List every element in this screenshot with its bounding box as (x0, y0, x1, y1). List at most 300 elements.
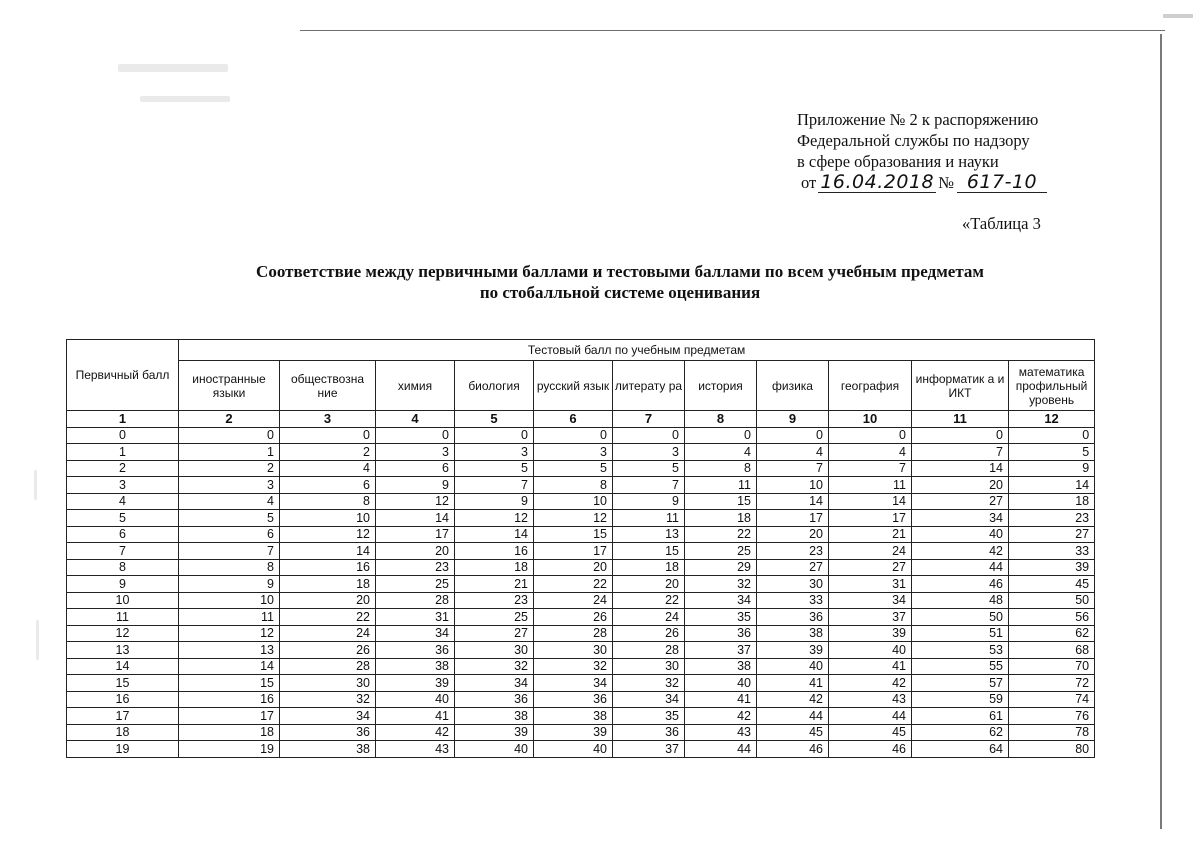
test-score-cell: 3 (613, 444, 685, 461)
test-score-cell: 22 (685, 526, 757, 543)
test-score-cell: 38 (376, 658, 455, 675)
test-score-cell: 3 (179, 477, 280, 494)
test-score-cell: 6 (179, 526, 280, 543)
test-score-cell: 23 (757, 543, 829, 560)
test-score-cell: 40 (534, 741, 613, 758)
test-score-cell: 0 (757, 427, 829, 444)
test-score-cell: 30 (280, 675, 376, 692)
appendix-line-1 (797, 109, 1087, 130)
test-score-cell: 40 (685, 675, 757, 692)
primary-score-cell: 17 (67, 708, 179, 725)
table-row (67, 708, 1095, 725)
test-score-cell: 11 (685, 477, 757, 494)
test-score-cell: 29 (685, 559, 757, 576)
test-score-cell: 42 (376, 724, 455, 741)
column-number: 5 (455, 411, 534, 428)
test-score-cell: 9 (376, 477, 455, 494)
test-score-cell: 37 (613, 741, 685, 758)
test-score-cell: 64 (912, 741, 1009, 758)
test-score-cell: 57 (912, 675, 1009, 692)
subject-header: информатик а и ИКТ (912, 361, 1009, 411)
test-score-cell: 36 (685, 625, 757, 642)
test-score-cell: 39 (534, 724, 613, 741)
test-score-cell: 5 (613, 460, 685, 477)
score-conversion-table (66, 339, 1095, 758)
scan-edge-right (1160, 34, 1162, 829)
test-score-cell: 3 (376, 444, 455, 461)
primary-score-header: Первичный балл (67, 340, 179, 411)
test-score-cell: 3 (455, 444, 534, 461)
test-score-cell: 40 (376, 691, 455, 708)
test-score-cell: 74 (1009, 691, 1095, 708)
table-row (67, 543, 1095, 560)
primary-score-cell: 1 (67, 444, 179, 461)
test-score-cell: 34 (829, 592, 912, 609)
test-score-cell: 11 (829, 477, 912, 494)
test-score-cell: 0 (179, 427, 280, 444)
test-score-cell: 10 (757, 477, 829, 494)
test-score-cell: 28 (376, 592, 455, 609)
test-score-cell: 17 (376, 526, 455, 543)
test-score-cell: 1 (179, 444, 280, 461)
column-number: 7 (613, 411, 685, 428)
subject-header: иностранные языки (179, 361, 280, 411)
test-score-cell: 62 (1009, 625, 1095, 642)
primary-score-cell: 13 (67, 642, 179, 659)
test-score-cell: 14 (376, 510, 455, 527)
test-score-cell: 38 (280, 741, 376, 758)
test-score-cell: 39 (1009, 559, 1095, 576)
table-row (67, 444, 1095, 461)
test-score-cell: 6 (376, 460, 455, 477)
scan-smudge (118, 64, 228, 72)
test-score-cell: 30 (534, 642, 613, 659)
appendix-line-3 (797, 151, 1087, 172)
test-score-cell: 14 (829, 493, 912, 510)
test-score-cell: 40 (757, 658, 829, 675)
subject-header: биология (455, 361, 534, 411)
test-score-cell: 7 (179, 543, 280, 560)
appendix-line-3-text: в сфере образования и науки (797, 152, 999, 171)
appendix-line-1-text: Приложение № 2 к распоряжению (797, 110, 1039, 129)
primary-score-cell: 18 (67, 724, 179, 741)
test-score-cell: 68 (1009, 642, 1095, 659)
test-score-cell: 46 (912, 576, 1009, 593)
table-label: «Таблица 3 (962, 214, 1041, 233)
test-score-cell: 24 (534, 592, 613, 609)
test-score-cell: 53 (912, 642, 1009, 659)
test-score-cell: 18 (179, 724, 280, 741)
test-score-cell: 32 (534, 658, 613, 675)
test-score-cell: 42 (829, 675, 912, 692)
column-number: 9 (757, 411, 829, 428)
test-score-cell: 55 (912, 658, 1009, 675)
test-score-cell: 19 (179, 741, 280, 758)
subject-header: обществозна ние (280, 361, 376, 411)
test-score-cell: 34 (376, 625, 455, 642)
column-number: 8 (685, 411, 757, 428)
test-score-cell: 27 (1009, 526, 1095, 543)
test-score-cell: 16 (455, 543, 534, 560)
test-score-cell: 30 (613, 658, 685, 675)
test-score-cell: 31 (376, 609, 455, 626)
test-score-cell: 36 (613, 724, 685, 741)
test-score-cell: 17 (534, 543, 613, 560)
test-score-cell: 4 (179, 493, 280, 510)
test-score-cell: 51 (912, 625, 1009, 642)
test-score-cell: 15 (685, 493, 757, 510)
test-score-cell: 32 (455, 658, 534, 675)
test-score-cell: 14 (757, 493, 829, 510)
test-score-cell: 27 (757, 559, 829, 576)
column-number: 1 (67, 411, 179, 428)
test-score-cell: 0 (912, 427, 1009, 444)
test-score-cell: 18 (455, 559, 534, 576)
test-score-cell: 20 (376, 543, 455, 560)
primary-score-cell: 14 (67, 658, 179, 675)
test-score-cell: 26 (613, 625, 685, 642)
test-score-cell: 0 (455, 427, 534, 444)
table-row (67, 609, 1095, 626)
test-score-cell: 12 (179, 625, 280, 642)
test-score-cell: 12 (376, 493, 455, 510)
test-score-cell: 25 (376, 576, 455, 593)
test-score-cell: 20 (534, 559, 613, 576)
test-score-cell: 34 (280, 708, 376, 725)
test-score-cell: 36 (280, 724, 376, 741)
test-score-cell: 21 (455, 576, 534, 593)
test-score-cell: 4 (757, 444, 829, 461)
test-score-cell: 40 (912, 526, 1009, 543)
test-score-cell: 34 (912, 510, 1009, 527)
test-score-cell: 36 (376, 642, 455, 659)
subject-header: история (685, 361, 757, 411)
test-score-cell: 0 (613, 427, 685, 444)
primary-score-cell: 15 (67, 675, 179, 692)
test-score-cell: 8 (179, 559, 280, 576)
test-score-cell: 6 (280, 477, 376, 494)
test-score-cell: 18 (685, 510, 757, 527)
test-score-cell: 46 (829, 741, 912, 758)
test-score-cell: 14 (455, 526, 534, 543)
table-row (67, 526, 1095, 543)
test-score-cell: 26 (534, 609, 613, 626)
test-score-cell: 14 (1009, 477, 1095, 494)
test-score-cell: 24 (613, 609, 685, 626)
test-score-cell: 34 (455, 675, 534, 692)
primary-score-cell: 5 (67, 510, 179, 527)
subject-header: русский язык (534, 361, 613, 411)
test-score-cell: 61 (912, 708, 1009, 725)
test-score-cell: 43 (376, 741, 455, 758)
test-score-cell: 14 (179, 658, 280, 675)
test-score-cell: 7 (912, 444, 1009, 461)
test-score-cell: 32 (613, 675, 685, 692)
appendix-date-line (801, 172, 1087, 193)
test-score-cell: 0 (376, 427, 455, 444)
table-row (67, 559, 1095, 576)
test-score-group-header: Тестовый балл по учебным предметам (179, 340, 1095, 361)
primary-score-cell: 16 (67, 691, 179, 708)
handwritten-number: 617-10 (957, 172, 1047, 193)
test-score-cell: 5 (179, 510, 280, 527)
scan-smudge (34, 470, 37, 500)
test-score-cell: 10 (280, 510, 376, 527)
table-row (67, 724, 1095, 741)
test-score-cell: 32 (685, 576, 757, 593)
test-score-cell: 38 (534, 708, 613, 725)
test-score-cell: 8 (685, 460, 757, 477)
test-score-cell: 24 (280, 625, 376, 642)
test-score-cell: 18 (280, 576, 376, 593)
test-score-cell: 12 (534, 510, 613, 527)
test-score-cell: 56 (1009, 609, 1095, 626)
test-score-cell: 36 (757, 609, 829, 626)
test-score-cell: 7 (455, 477, 534, 494)
test-score-cell: 0 (829, 427, 912, 444)
test-score-cell: 36 (455, 691, 534, 708)
table-row (67, 658, 1095, 675)
test-score-cell: 15 (179, 675, 280, 692)
test-score-cell: 16 (280, 559, 376, 576)
primary-score-cell: 4 (67, 493, 179, 510)
column-number: 4 (376, 411, 455, 428)
test-score-cell: 9 (455, 493, 534, 510)
test-score-cell: 28 (613, 642, 685, 659)
primary-score-cell: 2 (67, 460, 179, 477)
test-score-cell: 43 (829, 691, 912, 708)
test-score-cell: 70 (1009, 658, 1095, 675)
column-number: 2 (179, 411, 280, 428)
test-score-cell: 30 (757, 576, 829, 593)
subject-header: география (829, 361, 912, 411)
test-score-cell: 28 (534, 625, 613, 642)
test-score-cell: 38 (685, 658, 757, 675)
scan-smudge (140, 96, 230, 102)
test-score-cell: 5 (455, 460, 534, 477)
test-score-cell: 44 (685, 741, 757, 758)
test-score-cell: 9 (613, 493, 685, 510)
test-score-cell: 34 (613, 691, 685, 708)
test-score-cell: 28 (280, 658, 376, 675)
table-row (67, 460, 1095, 477)
primary-score-cell: 0 (67, 427, 179, 444)
test-score-cell: 35 (613, 708, 685, 725)
test-score-cell: 36 (534, 691, 613, 708)
table-row (67, 510, 1095, 527)
test-score-cell: 4 (280, 460, 376, 477)
test-score-cell: 27 (829, 559, 912, 576)
primary-score-cell: 12 (67, 625, 179, 642)
table-row (67, 675, 1095, 692)
test-score-cell: 40 (829, 642, 912, 659)
test-score-cell: 32 (280, 691, 376, 708)
table-row (67, 592, 1095, 609)
test-score-cell: 41 (757, 675, 829, 692)
appendix-line-2 (797, 130, 1087, 151)
test-score-cell: 0 (280, 427, 376, 444)
test-score-cell: 50 (1009, 592, 1095, 609)
test-score-cell: 43 (685, 724, 757, 741)
test-score-cell: 10 (179, 592, 280, 609)
primary-score-cell: 19 (67, 741, 179, 758)
test-score-cell: 62 (912, 724, 1009, 741)
test-score-cell: 39 (455, 724, 534, 741)
primary-score-cell: 7 (67, 543, 179, 560)
primary-score-cell: 10 (67, 592, 179, 609)
test-score-cell: 23 (376, 559, 455, 576)
test-score-cell: 20 (280, 592, 376, 609)
primary-score-cell: 9 (67, 576, 179, 593)
test-score-cell: 3 (534, 444, 613, 461)
table-row (67, 427, 1095, 444)
test-score-cell: 13 (179, 642, 280, 659)
test-score-cell: 44 (829, 708, 912, 725)
test-score-cell: 76 (1009, 708, 1095, 725)
test-score-cell: 45 (1009, 576, 1095, 593)
test-score-cell: 33 (757, 592, 829, 609)
table-row (67, 691, 1095, 708)
test-score-cell: 45 (757, 724, 829, 741)
test-score-cell: 41 (376, 708, 455, 725)
scan-smudge (36, 620, 39, 660)
test-score-cell: 27 (455, 625, 534, 642)
table-row (67, 625, 1095, 642)
test-score-cell: 16 (179, 691, 280, 708)
test-score-cell: 24 (829, 543, 912, 560)
subject-header: литерату ра (613, 361, 685, 411)
test-score-cell: 27 (912, 493, 1009, 510)
test-score-cell: 34 (534, 675, 613, 692)
test-score-cell: 0 (1009, 427, 1095, 444)
test-score-cell: 11 (613, 510, 685, 527)
test-score-cell: 15 (534, 526, 613, 543)
test-score-cell: 39 (757, 642, 829, 659)
from-label: от (801, 173, 817, 192)
test-score-cell: 9 (179, 576, 280, 593)
table-row (67, 576, 1095, 593)
subject-header: математика профильный уровень (1009, 361, 1095, 411)
test-score-cell: 5 (534, 460, 613, 477)
test-score-cell: 42 (757, 691, 829, 708)
test-score-cell: 2 (179, 460, 280, 477)
table-row (67, 493, 1095, 510)
test-score-cell: 15 (613, 543, 685, 560)
test-score-cell: 2 (280, 444, 376, 461)
primary-score-cell: 11 (67, 609, 179, 626)
scan-mark (1163, 14, 1193, 18)
test-score-cell: 31 (829, 576, 912, 593)
test-score-cell: 30 (455, 642, 534, 659)
column-number: 3 (280, 411, 376, 428)
test-score-cell: 41 (829, 658, 912, 675)
test-score-cell: 21 (829, 526, 912, 543)
primary-score-cell: 3 (67, 477, 179, 494)
test-score-cell: 4 (829, 444, 912, 461)
column-number: 11 (912, 411, 1009, 428)
test-score-cell: 22 (613, 592, 685, 609)
test-score-cell: 44 (912, 559, 1009, 576)
primary-score-cell: 8 (67, 559, 179, 576)
test-score-cell: 23 (455, 592, 534, 609)
table-row (67, 642, 1095, 659)
test-score-cell: 41 (685, 691, 757, 708)
subject-header: химия (376, 361, 455, 411)
test-score-cell: 8 (280, 493, 376, 510)
test-score-cell: 14 (280, 543, 376, 560)
test-score-cell: 42 (912, 543, 1009, 560)
test-score-cell: 20 (912, 477, 1009, 494)
column-number: 10 (829, 411, 912, 428)
test-score-cell: 17 (829, 510, 912, 527)
test-score-cell: 38 (757, 625, 829, 642)
test-score-cell: 20 (757, 526, 829, 543)
test-score-cell: 26 (280, 642, 376, 659)
test-score-cell: 9 (1009, 460, 1095, 477)
document-title (120, 261, 1120, 303)
test-score-cell: 7 (829, 460, 912, 477)
table-row (67, 477, 1095, 494)
appendix-note (797, 109, 1087, 193)
test-score-cell: 22 (280, 609, 376, 626)
test-score-cell: 0 (534, 427, 613, 444)
test-score-cell: 12 (280, 526, 376, 543)
test-score-cell: 37 (829, 609, 912, 626)
test-score-cell: 39 (376, 675, 455, 692)
test-score-cell: 44 (757, 708, 829, 725)
test-score-cell: 18 (613, 559, 685, 576)
table-row (67, 741, 1095, 758)
handwritten-date: 16.04.2018 (818, 172, 936, 193)
test-score-cell: 4 (685, 444, 757, 461)
test-score-cell: 5 (1009, 444, 1095, 461)
test-score-cell: 38 (455, 708, 534, 725)
test-score-cell: 0 (685, 427, 757, 444)
test-score-cell: 40 (455, 741, 534, 758)
test-score-cell: 33 (1009, 543, 1095, 560)
test-score-cell: 42 (685, 708, 757, 725)
number-label: № (938, 173, 954, 192)
title-line-2: по стобалльной системе оценивания (479, 283, 761, 302)
test-score-cell: 7 (757, 460, 829, 477)
test-score-cell: 50 (912, 609, 1009, 626)
test-score-cell: 17 (179, 708, 280, 725)
test-score-cell: 17 (757, 510, 829, 527)
appendix-line-2-text: Федеральной службы по надзору (797, 131, 1030, 150)
test-score-cell: 48 (912, 592, 1009, 609)
test-score-cell: 78 (1009, 724, 1095, 741)
test-score-cell: 10 (534, 493, 613, 510)
test-score-cell: 37 (685, 642, 757, 659)
test-score-cell: 80 (1009, 741, 1095, 758)
test-score-cell: 46 (757, 741, 829, 758)
test-score-cell: 11 (179, 609, 280, 626)
test-score-cell: 13 (613, 526, 685, 543)
test-score-cell: 7 (613, 477, 685, 494)
column-number: 12 (1009, 411, 1095, 428)
test-score-cell: 12 (455, 510, 534, 527)
test-score-cell: 22 (534, 576, 613, 593)
test-score-cell: 18 (1009, 493, 1095, 510)
test-score-cell: 25 (685, 543, 757, 560)
primary-score-cell: 6 (67, 526, 179, 543)
test-score-cell: 59 (912, 691, 1009, 708)
column-number: 6 (534, 411, 613, 428)
test-score-cell: 8 (534, 477, 613, 494)
test-score-cell: 23 (1009, 510, 1095, 527)
subject-header: физика (757, 361, 829, 411)
test-score-cell: 25 (455, 609, 534, 626)
